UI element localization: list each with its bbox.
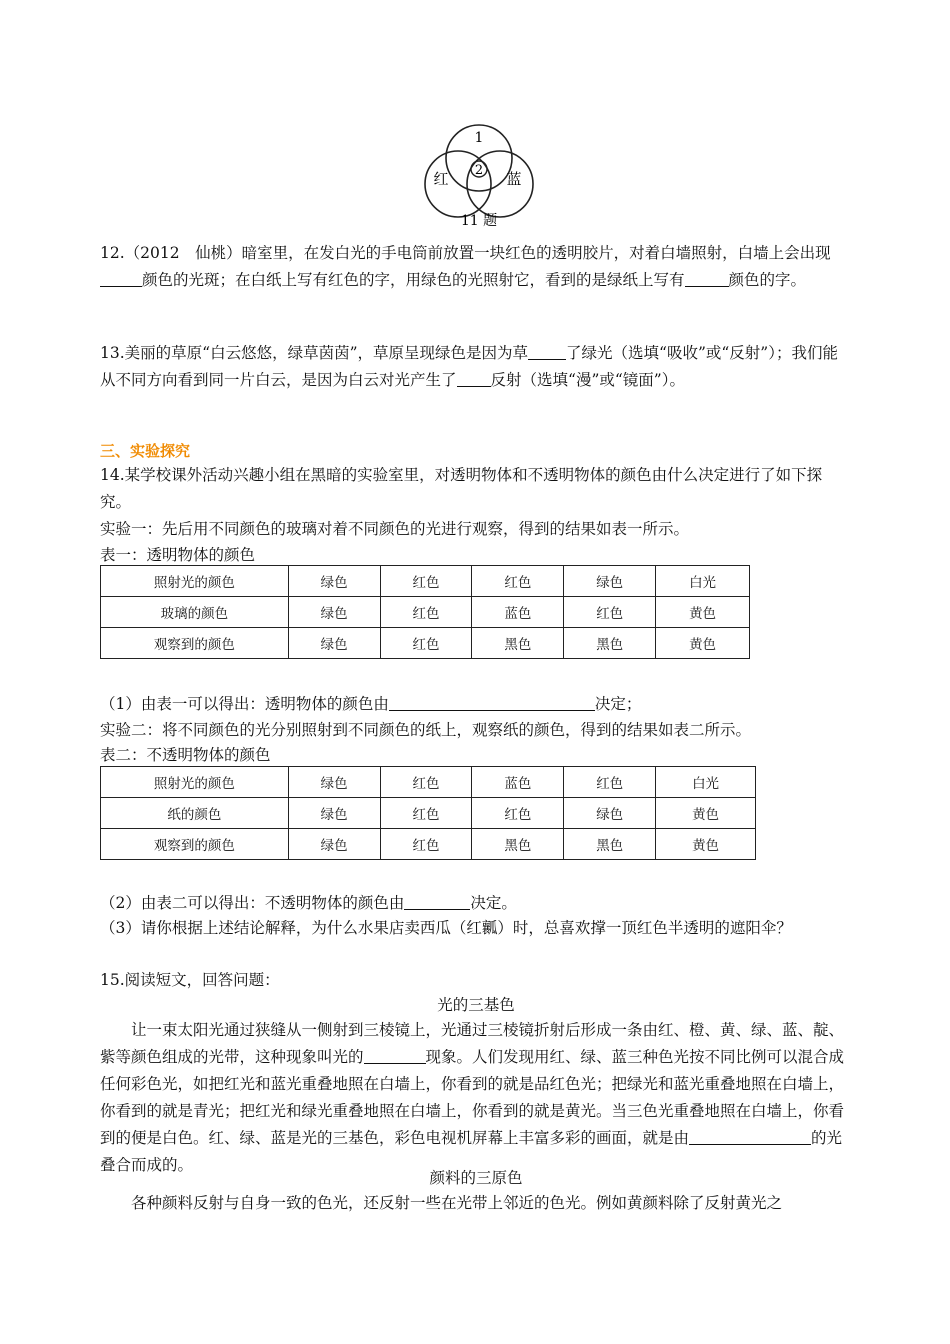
section-heading-experiment: 三、实验探究 xyxy=(100,442,191,460)
table-cell: 玻璃的颜色 xyxy=(101,597,289,628)
table-cell: 照射光的颜色 xyxy=(101,767,289,798)
label-blue: 蓝 xyxy=(506,170,522,188)
q15-intro: 15.阅读短文，回答问题： xyxy=(100,971,280,989)
q12-blank-2[interactable] xyxy=(685,271,729,288)
table-row xyxy=(101,829,756,860)
q12-text-2: 颜色的光斑；在白纸上写有红色的字，用绿色的光照射它，看到的是绿纸上写有 xyxy=(142,271,685,289)
article-title-pigment-primaries: 颜料的三原色 xyxy=(429,1169,523,1187)
label-2: 2 xyxy=(474,163,484,178)
q14-sub1-blank[interactable] xyxy=(389,695,595,712)
table-transparent-colors xyxy=(100,565,750,659)
table-cell: 红色 xyxy=(564,597,656,628)
table-row xyxy=(101,767,756,798)
table-cell: 纸的颜色 xyxy=(101,798,289,829)
table-cell: 绿色 xyxy=(288,829,380,860)
table-cell: 黑色 xyxy=(564,829,656,860)
table-cell: 观察到的颜色 xyxy=(101,628,289,659)
q14-sub-1 xyxy=(100,692,641,714)
q13-blank-2[interactable] xyxy=(457,371,491,388)
q13-text-2: 了绿光（选填“吸收”或“反射”）；我们能从不同方向看到同一片白云，是因为白云对光产生了 xyxy=(100,344,838,389)
table-cell: 红色 xyxy=(380,798,472,829)
table-cell: 黑色 xyxy=(564,628,656,659)
q12-text-3: 颜色的字。 xyxy=(728,271,807,289)
table-cell: 黄色 xyxy=(656,628,750,659)
table-row xyxy=(101,597,750,628)
table-cell: 黑色 xyxy=(472,829,564,860)
article-paragraph-1 xyxy=(100,1017,852,1179)
table-cell: 红色 xyxy=(380,767,472,798)
p1-text-2: 现象。人们发现用红、绿、蓝三种色光按不同比例可以混合成任何彩色光，如把红光和蓝光重叠地照在白墙上，你看到的就是品红色光；把绿光和蓝光重叠地照在白墙上，你看到的就是青光；把红光和绿光重叠地照在白墙上，你看到的就是黄光。当三色光重叠地照在白墙上，你看到的便是白色。红、绿、蓝是光的三基色，彩色电视机屏幕上丰富多彩的画面，就是由 xyxy=(100,1048,845,1147)
label-1: 1 xyxy=(474,130,484,146)
table-cell: 白光 xyxy=(656,767,756,798)
q12-text-1: 12.（2012 仙桃）暗室里，在发白光的手电筒前放置一块红色的透明胶片，对着白墙照射，白墙上会出现 xyxy=(100,244,831,262)
table-cell: 红色 xyxy=(380,628,472,659)
p1-blank-1[interactable] xyxy=(364,1048,426,1065)
table1-title: 表一：透明物体的颜色 xyxy=(100,546,256,564)
q13-blank-1[interactable] xyxy=(528,344,566,361)
label-red: 红 xyxy=(433,170,449,188)
q14-sub-2 xyxy=(100,891,517,913)
table-cell: 黄色 xyxy=(656,829,756,860)
table-cell: 红色 xyxy=(472,798,564,829)
table-cell: 绿色 xyxy=(288,566,380,597)
p1-blank-2[interactable] xyxy=(689,1129,811,1146)
table-cell: 蓝色 xyxy=(472,597,564,628)
table-cell: 绿色 xyxy=(564,798,656,829)
table-row xyxy=(101,628,750,659)
table-cell: 黄色 xyxy=(656,597,750,628)
table-cell: 白光 xyxy=(656,566,750,597)
q12-blank-1[interactable] xyxy=(100,271,142,288)
article-paragraph-2: 各种颜料反射与自身一致的色光，还反射一些在光带上邻近的色光。例如黄颜料除了反射黄光之 xyxy=(131,1194,783,1212)
table-cell: 绿色 xyxy=(288,628,380,659)
table-cell: 蓝色 xyxy=(472,767,564,798)
venn-figure xyxy=(422,112,562,230)
question-13 xyxy=(100,340,852,394)
q14-sub1-end: 决定； xyxy=(594,695,642,713)
table2-title: 表二：不透明物体的颜色 xyxy=(100,746,271,764)
q14-sub2-text: （2）由表二可以得出：不透明物体的颜色由 xyxy=(100,894,405,912)
table-cell: 红色 xyxy=(472,566,564,597)
q13-text-1: 13.美丽的草原“白云悠悠，绿草茵茵”，草原呈现绿色是因为草 xyxy=(100,344,529,362)
q14-sub2-blank[interactable] xyxy=(404,894,470,911)
table-cell: 黄色 xyxy=(656,798,756,829)
figure-caption: 11 题 xyxy=(460,213,498,229)
q14-sub2-end: 决定。 xyxy=(470,894,517,912)
q14-experiment-2: 实验二：将不同颜色的光分别照射到不同颜色的纸上，观察纸的颜色，得到的结果如表二所示。 xyxy=(100,721,752,739)
table-row xyxy=(101,566,750,597)
table-row xyxy=(101,798,756,829)
table-cell: 红色 xyxy=(564,767,656,798)
p1-text-3: 的光叠合而成的。 xyxy=(100,1129,843,1174)
table-cell: 绿色 xyxy=(564,566,656,597)
table-cell: 绿色 xyxy=(288,798,380,829)
table-cell: 照射光的颜色 xyxy=(101,566,289,597)
q14-sub-3: （3）请你根据上述结论解释，为什么水果店卖西瓜（红瓤）时，总喜欢撑一顶红色半透明的遮阳伞？ xyxy=(100,919,792,937)
question-12 xyxy=(100,240,852,294)
table-cell: 黑色 xyxy=(472,628,564,659)
table-opaque-colors xyxy=(100,766,756,860)
table-cell: 绿色 xyxy=(288,597,380,628)
q13-text-3: 反射（选填“漫”或“镜面”）。 xyxy=(490,371,685,389)
p1-text-1: 让一束太阳光通过狭缝从一侧射到三棱镜上，光通过三棱镜折射后形成一条由红、橙、黄、绿、蓝、靛、紫等颜色组成的光带，这种现象叫光的 xyxy=(100,1021,845,1066)
table-cell: 绿色 xyxy=(288,767,380,798)
q14-intro: 14.某学校课外活动兴趣小组在黑暗的实验室里，对透明物体和不透明物体的颜色由什么决定进行了如下探究。 xyxy=(100,466,823,511)
table-cell: 红色 xyxy=(380,829,472,860)
q14-experiment-1: 实验一：先后用不同颜色的玻璃对着不同颜色的光进行观察，得到的结果如表一所示。 xyxy=(100,520,690,538)
table-cell: 红色 xyxy=(380,566,472,597)
table-cell: 观察到的颜色 xyxy=(101,829,289,860)
three-circles-diagram xyxy=(422,112,562,230)
q14-sub1-text: （1）由表一可以得出：透明物体的颜色由 xyxy=(100,695,389,713)
article-title-light-primaries: 光的三基色 xyxy=(437,996,515,1014)
table-cell: 红色 xyxy=(380,597,472,628)
